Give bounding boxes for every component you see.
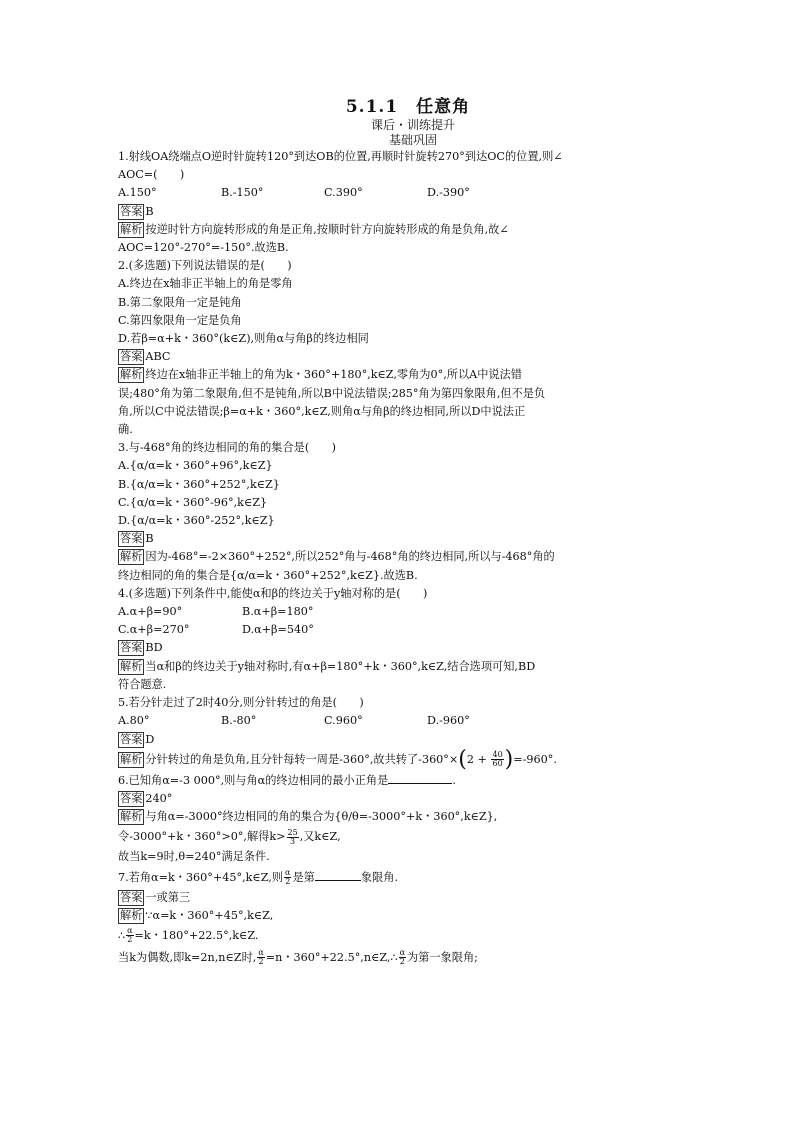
q6-analysis-line2-pre: 令-3000°+k・360°>0°,解得k> xyxy=(118,830,286,844)
q2-analysis-line1: 终边在x轴非正半轴上的角为k・360°+180°,k∈Z,零角为0°,所以A中说法错 xyxy=(145,368,522,382)
question-6 xyxy=(118,771,678,867)
answer-tag: 答案 xyxy=(120,641,143,655)
q6-answer xyxy=(118,790,678,808)
q7-analysis-line1: ∵α=k・360°+45°,k∈Z, xyxy=(145,908,274,922)
question-2 xyxy=(118,257,678,439)
q5-options xyxy=(118,712,678,730)
fraction xyxy=(491,751,503,768)
q7-answer-value: 一或第三 xyxy=(145,890,191,904)
q5-option-a: A.80° xyxy=(118,714,150,728)
q5-option-c: C.960° xyxy=(324,714,363,728)
q3-answer-value: B xyxy=(145,532,154,546)
right-paren: ) xyxy=(504,746,514,772)
fraction-denominator: 2 xyxy=(399,957,405,967)
q7-stem-mid: 是第 xyxy=(292,870,315,884)
answer-blank xyxy=(315,868,361,881)
q1-options xyxy=(118,184,678,202)
fraction-numerator: α xyxy=(258,948,264,958)
q5-analysis-pre: 分针转过的角是负角,且分针每转一周是-360°,故共转了-360°× xyxy=(145,752,459,766)
analysis-tag: 解析 xyxy=(120,368,143,382)
q3-analysis-line1: 因为-468°=-2×360°+252°,所以252°角与-468°角的终边相同,所以与-468°角的 xyxy=(145,550,555,564)
q1-analysis-line2: AOC=120°-270°=-150°.故选B. xyxy=(118,241,289,255)
fraction-denominator: 60 xyxy=(492,759,503,769)
q7-answer xyxy=(118,889,678,907)
q5-analysis xyxy=(118,746,678,772)
q5-answer-value: D xyxy=(145,732,155,746)
q2-option-b: B.第二象限角一定是钝角 xyxy=(118,295,242,309)
q6-stem xyxy=(118,771,678,790)
fraction xyxy=(399,949,406,966)
answer-tag: 答案 xyxy=(120,890,143,904)
fraction-numerator: 40 xyxy=(492,750,503,760)
q7-stem-pre: 7.若角α=k・360°+45°,k∈Z,则 xyxy=(118,870,284,884)
q5-stem: 5.若分针走过了2时40分,则分针转过的角是( ) xyxy=(118,696,364,710)
q2-option-d: D.若β=α+k・360°(k∈Z),则角α与角β的终边相同 xyxy=(118,332,369,346)
q7-analysis-line3-post: 为第一象限角; xyxy=(407,950,478,964)
q1-option-a: A.150° xyxy=(118,186,157,200)
q7-stem xyxy=(118,867,678,889)
q3-stem: 3.与-468°角的终边相同的角的集合是( ) xyxy=(118,441,336,455)
answer-tag: 答案 xyxy=(120,732,143,746)
q6-stem-text: 6.已知角α=-3 000°,则与角α的终边相同的最小正角是 xyxy=(118,773,389,787)
q2-analysis-line4: 确. xyxy=(118,423,133,437)
q1-stem-line1: 1.射线OA绕端点O逆时针旋转120°到达OB的位置,再顺时针旋转270°到达OC的位置,则∠ xyxy=(118,150,563,163)
analysis-tag: 解析 xyxy=(120,908,143,922)
q2-stem: 2.(多选题)下列说法错误的是( ) xyxy=(118,259,292,273)
q6-answer-value: 240° xyxy=(145,791,173,805)
section-heading: 基础巩固 xyxy=(388,133,437,147)
page-subtitle: 课后・训练提升 xyxy=(370,118,455,132)
q2-analysis-line3: 角,所以C中说法错误;β=α+k・360°,k∈Z,则角α与角β的终边相同,所以D中说法正 xyxy=(118,404,526,418)
q6-analysis xyxy=(118,808,678,826)
q6-analysis-line2 xyxy=(118,826,678,848)
q7-stem-post: 象限角. xyxy=(360,870,398,884)
q4-option-b: B.α+β=180° xyxy=(242,605,314,619)
q4-analysis-line1: 当α和β的终边关于y轴对称时,有α+β=180°+k・360°,k∈Z,结合选项可知,BD xyxy=(145,659,536,673)
fraction xyxy=(287,829,299,846)
q5-analysis-post: =-960°. xyxy=(513,752,557,766)
left-paren: ( xyxy=(458,746,467,772)
answer-tag: 答案 xyxy=(120,791,143,805)
q5-option-b: B.-80° xyxy=(221,714,257,728)
q3-option-d: D.{α/α=k・360°-252°,k∈Z} xyxy=(118,514,275,528)
analysis-tag: 解析 xyxy=(120,550,143,564)
q1-analysis xyxy=(118,221,678,239)
q6-analysis-line3: 故当k=9时,θ=240°满足条件. xyxy=(118,850,270,864)
q5-option-d: D.-960° xyxy=(427,714,470,728)
q4-stem: 4.(多选题)下列条件中,能使α和β的终边关于y轴对称的是( ) xyxy=(118,586,428,600)
q4-answer-value: BD xyxy=(145,641,163,655)
q4-option-a: A.α+β=90° xyxy=(118,605,183,619)
analysis-tag: 解析 xyxy=(120,659,143,673)
question-7 xyxy=(118,867,678,969)
q1-option-c: C.390° xyxy=(324,186,363,200)
analysis-tag: 解析 xyxy=(120,222,143,236)
q6-analysis-line1: 与角α=-3000°终边相同的角的集合为{θ/θ=-3000°+k・360°,k∈Z}, xyxy=(145,810,498,824)
q5-answer xyxy=(118,731,678,749)
question-3 xyxy=(118,439,678,585)
q2-answer-value: ABC xyxy=(145,350,171,364)
q2-answer xyxy=(118,348,678,366)
fraction-denominator: 2 xyxy=(258,957,264,967)
q1-analysis-line1: 按逆时针方向旋转形成的角是正角,按顺时针方向旋转形成的角是负角,故∠ xyxy=(145,222,509,236)
fraction-denominator: 2 xyxy=(285,877,291,887)
answer-tag: 答案 xyxy=(120,204,143,218)
page-title: 5.1.1 任意角 xyxy=(345,97,471,117)
q1-stem-line2: AOC=( ) xyxy=(118,168,185,182)
q7-analysis xyxy=(118,907,678,925)
q6-analysis-line2-post: ,又k∈Z, xyxy=(299,830,341,844)
q7-analysis-line3 xyxy=(118,947,678,969)
q3-answer xyxy=(118,530,678,548)
q3-option-c: C.{α/α=k・360°-96°,k∈Z} xyxy=(118,495,268,509)
fraction-numerator: α xyxy=(127,926,133,936)
q7-analysis-line2 xyxy=(118,925,678,947)
q4-options-row1 xyxy=(118,603,678,621)
answer-tag: 答案 xyxy=(120,350,143,364)
answer-blank xyxy=(388,771,452,784)
fraction-numerator: α xyxy=(285,868,291,878)
fraction-numerator: α xyxy=(399,948,406,958)
fraction xyxy=(257,949,264,966)
q7-analysis-line3-pre: 当k为偶数,即k=2n,n∈Z时, xyxy=(118,950,257,964)
q2-option-c: C.第四象限角一定是负角 xyxy=(118,313,242,327)
q2-analysis-line2: 误;480°角为第二象限角,但不是钝角,所以B中说法错误;285°角为第四象限角,但不是负 xyxy=(118,386,546,400)
fraction xyxy=(126,927,133,944)
q4-answer xyxy=(118,639,678,657)
analysis-tag: 解析 xyxy=(120,752,143,766)
fraction xyxy=(284,869,291,886)
q7-analysis-line2-pre: ∴ xyxy=(118,928,126,942)
fraction-numerator: 25 xyxy=(287,827,298,837)
question-4 xyxy=(118,585,678,694)
q3-option-a: A.{α/α=k・360°+96°,k∈Z} xyxy=(118,459,273,473)
q5-analysis-mid: 2 + xyxy=(466,752,491,766)
question-1 xyxy=(118,148,678,257)
q1-option-d: D.-390° xyxy=(427,186,470,200)
analysis-tag: 解析 xyxy=(120,810,143,824)
q3-analysis-line2: 终边相同的角的集合是{α/α=k・360°+252°,k∈Z}.故选B. xyxy=(118,568,418,582)
q4-analysis xyxy=(118,658,678,676)
q4-option-c: C.α+β=270° xyxy=(118,623,190,637)
q2-option-a: A.终边在x轴非正半轴上的角是零角 xyxy=(118,277,293,291)
q2-analysis xyxy=(118,366,678,384)
q7-analysis-line3-mid: =n・360°+22.5°,n∈Z,∴ xyxy=(265,950,398,964)
question-5 xyxy=(118,694,678,771)
q6-stem-end: . xyxy=(452,773,456,787)
q4-option-d: D.α+β=540° xyxy=(242,623,314,637)
q4-analysis-line2: 符合题意. xyxy=(118,677,167,691)
answer-tag: 答案 xyxy=(120,532,143,546)
q3-option-b: B.{α/α=k・360°+252°,k∈Z} xyxy=(118,477,280,491)
q1-answer xyxy=(118,203,678,221)
q7-analysis-line2-post: =k・180°+22.5°,k∈Z. xyxy=(134,928,259,942)
q3-analysis xyxy=(118,548,678,566)
fraction-denominator: 2 xyxy=(127,935,133,945)
q1-answer-value: B xyxy=(145,204,154,218)
q4-options-row2 xyxy=(118,621,678,639)
worksheet-page xyxy=(118,96,678,969)
fraction-denominator: 3 xyxy=(290,836,296,846)
q1-option-b: B.-150° xyxy=(221,186,264,200)
